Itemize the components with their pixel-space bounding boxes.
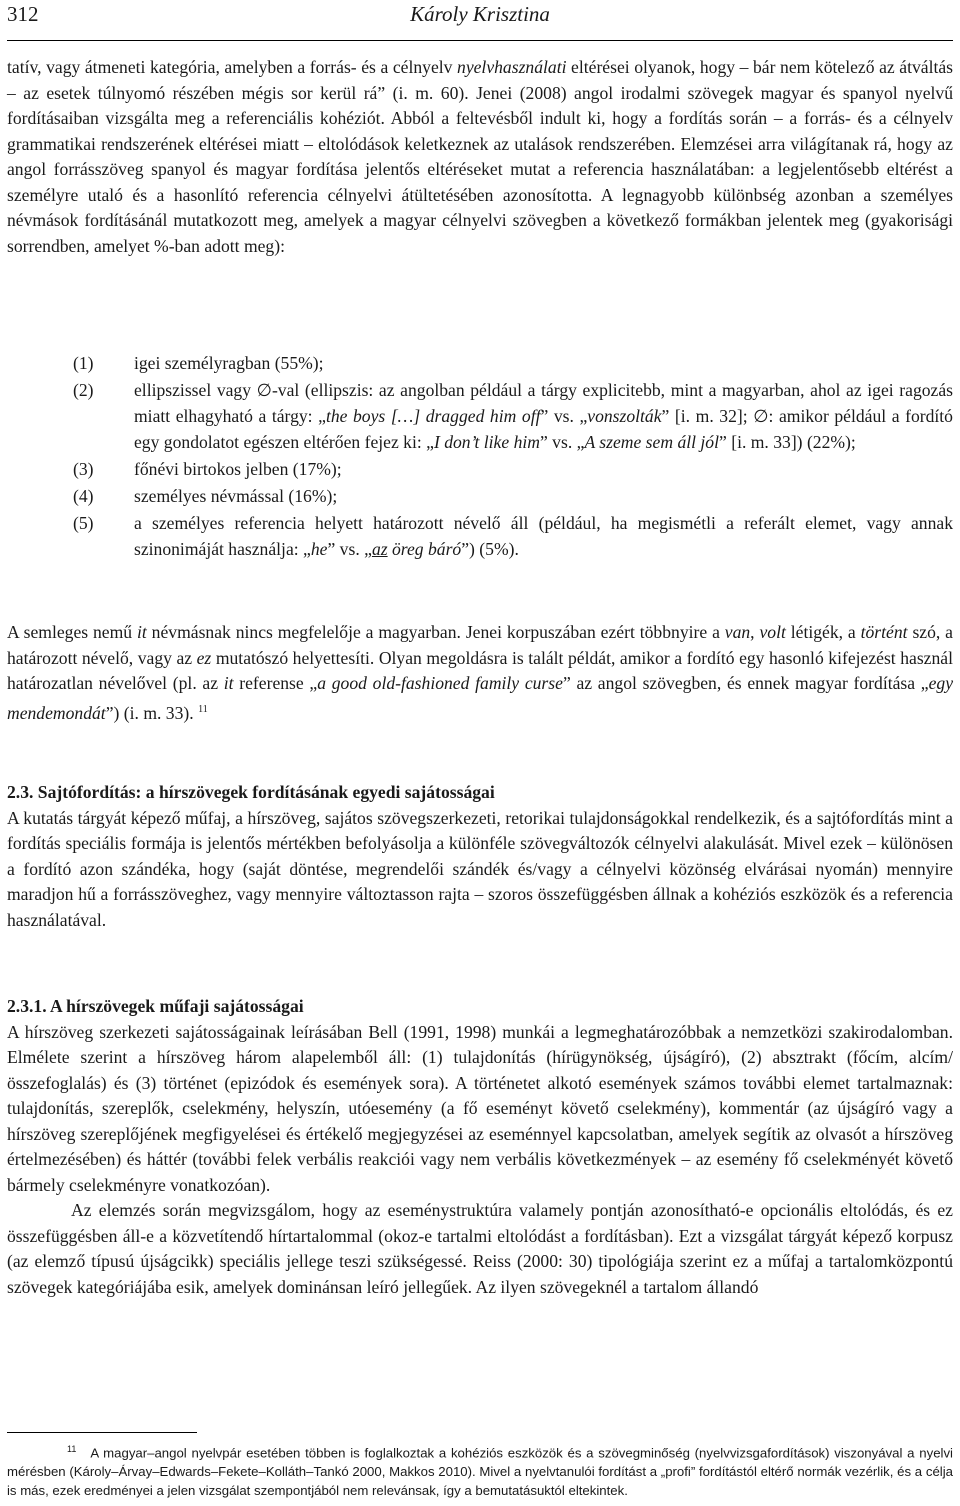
list-item-text: ” [i. m. 33]) (22%); [719,432,856,452]
list-item-text: a személyes referencia helyett határozott névelő áll (például, ha megismétli a referált elemet, vagy annak szinonimáját használja: „ [134,513,953,559]
list-item-label: (2) [73,380,94,400]
list-item-text: ” vs. „ [540,406,588,426]
list-item-text: -val (ellipszis: az angolban például a tárgy explicitebb, mint a magyarban, ahol az igei ragozás miatt elhagyható a tárgy: „ [134,380,953,426]
list-item-label: (3) [73,459,94,479]
term-italic: történt [860,622,908,642]
list-item [7,350,953,376]
list-item-label: (1) [73,353,94,373]
body-text: ” az angol szövegben, és ennek magyar fordítása „ [562,673,929,693]
example-italic: öreg báró [387,539,462,559]
intro-text-a: tatív, vagy átmeneti kategória, amelyben a forrás- és a célnyelv [7,57,458,77]
example-underlined: az [371,539,388,559]
term-italic: it [223,673,234,693]
empty-set-symbol: ∅ [753,406,769,426]
intro-text-b: eltérései olyanok, hogy – bár nem kötelező az átváltás – az esetek túlnyomó részében mégis sor kerül rá” (i. m. 60). Jenei (2008) angol irodalmi szövegek magyar és spanyol nyelvű fordításaiban vizsgálta meg a referenciális kohéziót. Abból a feltevésből indult ki, hogy a fordítás során – a forrás- és a célnyelv grammatikai rendszerének eltérései miatt – eltolódások keletkeznek az utalások rendszerében. Elemzései arra világítanak rá, hogy az angol forrásszöveg spanyol és magyar fordítása jelentős eltéréseket mutat a referencia használatában: a legjelentősebb eltérést a személyre utaló és a hasonlító referencia célnyelvi átültetésében azonosította. A legnagyobb különbség azonban a személyes névmások fordításánál mutatkozott meg, amelyek a magyar célnyelvi szövegben a következő formákban jelentek meg (gyakorisági sorrendben, amelyet %-ban adott meg): [7,57,953,256]
example-italic: A szeme sem áll jól [584,432,719,452]
page-number: 312 [7,2,39,26]
intro-paragraph [7,55,953,259]
body-text: névmásnak nincs megfelelője a magyarban. Jenei korpuszában ezért többnyire a [146,622,725,642]
section-heading: 2.3.1. A hírszövegek műfaji sajátosságai [7,996,304,1016]
body-text: létigék, a [785,622,861,642]
list-item-text: ” vs. „ [327,539,372,559]
list-item-label: (4) [73,486,94,506]
list-item-text: ellipszissel vagy [134,380,257,400]
example-italic: I don’t like him [433,432,540,452]
list-item-text: ” vs. „ [539,432,585,452]
page [7,0,954,1499]
term-italic: ez [196,647,212,668]
empty-set-symbol: ∅ [256,380,272,400]
list-item-text: ”) (5%). [461,539,519,559]
list-item [7,377,953,455]
footnote-reference[interactable]: 11 [198,703,208,715]
footnote-text: A magyar–angol nyelvpár esetében többen is foglalkoztak a kohéziós eszközök és a szövegminőség (nyelvvizsgafordítások) viszonyával a nyelvi mérésben (Károly–Árvay–Edwards–Fekete–Kolláth–Tankó 2000, Makkos 2010). Mivel a nyelvtanulói fordítást a „profi” fordítástól eltérő normák vezérlik, és a célja is más, ezek eredményei a jelen vizsgálat szempontjából nem relevánsak, így a bemutatásuktól eltekintek. [7,1445,953,1499]
forms-list [7,350,953,563]
footnote [7,1440,953,1500]
term-italic: it [137,622,147,642]
body-text: szó, a határozott névelő, vagy az [7,622,953,668]
term-italic: a good old-fashioned family curse [317,673,563,693]
body-text: mutatószó helyettesíti. Olyan megoldásra is talált példát, amikor a fordító egy hasonló kifejezést használ határozatlan névelővel (pl. az [7,647,953,693]
list-item-label: (5) [73,513,94,533]
section-2-3-1 [7,994,953,1300]
list-item-text: ” [i. m. 32]; [661,406,754,426]
body-text: A semleges nemű [7,622,137,642]
example-italic: he [310,539,328,559]
section-body: A kutatás tárgyát képező műfaj, a hírszöveg, sajátos szövegszerkezeti, retorikai tulajdonságokkal rendelkezik, és a sajtófordítás mint a fordítás speciális formája is jelentős mértékben befolyásolja a különféle szövegváltozók célnyelvi alakulását. Mivel ezek – különösen a fordító azon szándéka, hogy (saját döntése, megrendelői szándék és/vagy a célnyelvi közönség elvárásai nyomán) mennyire maradjon hű a forrásszöveghez, vagy mennyire változtasson rajta – szoros összefüggésben állnak a kohéziós eszközök és a referencia használatával. [7,807,953,930]
term-italic: egy mendemondát [7,673,954,723]
example-italic: vonszolták [587,406,662,426]
footnote-mark: 11 [67,1444,77,1454]
list-item-text: igei személyragban (55%); [134,353,324,373]
list-item [7,510,953,562]
running-header [7,0,953,41]
footnote-divider [7,1432,197,1433]
list-item-text: főnévi birtokos jelben (17%); [134,459,342,479]
body-text: ”) (i. m. 33). [105,702,194,723]
section-body: A hírszöveg szerkezeti sajátosságainak leírásában Bell (1991, 1998) munkái a legmeghatározóbbak a nemzetközi szakirodalomban. Elmélete szerint a hírszöveg három alapelemből áll: (1) tulajdonítás (hírügynökség, újságíró), (2) absztrakt (főcím, alcím/összefoglalás) és (3) történet (epizódok és események sora). A történetet alkotó események számos további elemet tartalmaznak: tulajdonítás, szereplők, cselekmény, helyszín, utóesemény (a fő eseményt követő cselekmény), kommentár (az újságíró vagy a hírszöveg szereplőjének megfigyelései és értékelő megjegyzései az eseménnyel kapcsolatban, amelyek segítik az olvasót a hírszöveg értelmezésében) és háttér (további felek verbális reakciói vagy nem verbális következmények – az esemény fő cselekményét követő bármely cselekményre vonatkozóan). [7,1021,953,1195]
term-italic: van [724,622,751,642]
section-heading: 2.3. Sajtófordítás: a hírszövegek fordításának egyedi sajátosságai [7,782,495,802]
body-text: , [750,622,760,642]
section-body: Az elemzés során megvizsgálom, hogy az eseménystruktúra valamely pontján azonosítható-e opcionális eltolódás, és ez összefüggésben áll-e a közvetítendő hírtartalommal (okoz-e tartalmi eltolódást a fordításban). Ezt a vizsgálat tárgyát képező korpusz (az elemző típusú újságcikk) speciális jellege teszi szükségessé. Reiss (2000: 30) tipológiája szerint ez a műfaj a tartalomközpontú szövegek kategóriájába esik, amelyek dominánsan leíró jellegűek. Az ilyen szövegeknél a tartalom állandó [7,1200,953,1297]
list-item-text: személyes névmással (16%); [134,486,338,506]
running-author: Károly Krisztina [410,2,550,26]
list-item [7,483,953,509]
body-text: referense „ [233,673,318,693]
neuter-pronoun-paragraph [7,620,953,726]
list-item [7,456,953,482]
section-2-3 [7,780,953,933]
term-italic: volt [759,622,786,642]
list-item-text: : amikor például a fordító egy gondolatot egészen eltérően fejez ki: „ [134,406,953,452]
example-italic: the boys […] dragged him off [325,406,541,426]
intro-text-italic: nyelvhasználati [457,57,567,77]
